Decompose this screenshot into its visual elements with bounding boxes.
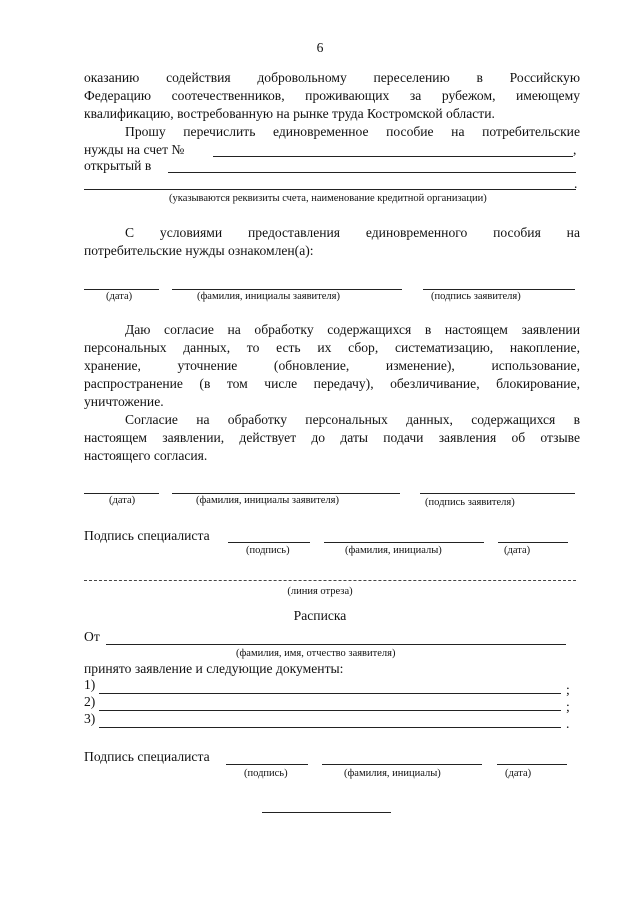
- specialist2-name-caption: (фамилия, инициалы): [344, 768, 441, 779]
- receipt-item-2-number: 2): [84, 694, 96, 709]
- receipt-item-3-end: .: [566, 716, 570, 731]
- specialist1-date-caption: (дата): [504, 545, 531, 556]
- conditions-line-1: С условиями предоставления единовременного пособия на: [125, 225, 580, 240]
- receipt-item-3-field: [99, 727, 561, 728]
- specialist1-name-field: [324, 542, 484, 543]
- intro-line-2: Федерацию соотечественников, проживающих за рубежом, имеющему: [84, 88, 580, 103]
- receipt-item-2-field: [99, 710, 561, 711]
- receipt-item-2-end: ;: [566, 699, 570, 714]
- consent-p1-line-1: Даю согласие на обработку содержащихся в настоящем заявлении: [125, 322, 580, 337]
- intro-line-1: оказанию содействия добровольному переселению в Российскую: [84, 70, 580, 85]
- bank-details-end: .: [574, 176, 578, 191]
- specialist2-date-caption: (дата): [505, 768, 532, 779]
- receipt-accepted-text: принято заявление и следующие документы:: [84, 661, 344, 676]
- sig1-sign-caption: (подпись заявителя): [431, 291, 521, 302]
- sig1-date-field: [84, 289, 159, 290]
- specialist1-sign-field: [228, 542, 310, 543]
- intro-line-3: квалификацию, востребованную на рынке труда Костромской области.: [84, 106, 495, 121]
- payment-line-1: Прошу перечислить единовременное пособие на потребительские: [125, 124, 580, 139]
- receipt-item-3-number: 3): [84, 711, 96, 726]
- bank-details-caption: (указываются реквизиты счета, наименование кредитной организации): [169, 193, 487, 204]
- consent-p1-line-5: уничтожение.: [84, 394, 164, 409]
- page-number: 6: [316, 40, 324, 55]
- sig1-name-caption: (фамилия, инициалы заявителя): [197, 291, 340, 302]
- consent-p2-line-3: настоящего согласия.: [84, 448, 208, 463]
- account-end-comma: ,: [573, 142, 577, 157]
- conditions-line-2: потребительские нужды ознакомлен(а):: [84, 243, 314, 258]
- specialist1-sign-caption: (подпись): [246, 545, 290, 556]
- receipt-item-1-number: 1): [84, 677, 96, 692]
- bank-field: [168, 172, 576, 173]
- sig2-name-field: [172, 493, 400, 494]
- consent-p2-line-2: настоящем заявлении, действует до даты подачи заявления об отзыве: [84, 430, 580, 445]
- consent-p2-line-1: Согласие на обработку персональных данных, содержащихся в: [125, 412, 580, 427]
- sig2-sign-caption: (подпись заявителя): [425, 497, 515, 508]
- receipt-title: Расписка: [293, 608, 347, 623]
- opened-in-label: открытый в: [84, 158, 152, 173]
- sig1-date-caption: (дата): [106, 291, 133, 302]
- specialist2-sign-caption: (подпись): [244, 768, 288, 779]
- account-label: нужды на счет №: [84, 142, 185, 157]
- specialist2-name-field: [322, 764, 482, 765]
- specialist1-name-caption: (фамилия, инициалы): [345, 545, 442, 556]
- specialist1-label: Подпись специалиста: [84, 528, 210, 543]
- sig2-sign-field: [420, 493, 575, 494]
- receipt-item-1-end: ;: [566, 682, 570, 697]
- consent-p1-line-3: хранение, уточнение (обновление, изменение), использование,: [84, 358, 580, 373]
- specialist2-date-field: [497, 764, 567, 765]
- specialist1-date-field: [498, 542, 568, 543]
- sig1-sign-field: [423, 289, 575, 290]
- receipt-from-label: От: [84, 629, 100, 644]
- sig1-name-field: [172, 289, 402, 290]
- account-number-field: [213, 156, 573, 157]
- consent-p1-line-4: распространение (в том числе передачу), обезличивание, блокирование,: [84, 376, 580, 391]
- receipt-item-1-field: [99, 693, 561, 694]
- sig2-date-caption: (дата): [109, 495, 136, 506]
- receipt-from-field: [106, 644, 566, 645]
- consent-p1-line-2: персональных данных, то есть их сбор, систематизацию, накопление,: [84, 340, 580, 355]
- specialist2-label: Подпись специалиста: [84, 749, 210, 764]
- closing-divider: [262, 812, 391, 813]
- bank-details-field: [84, 189, 576, 190]
- receipt-from-caption: (фамилия, имя, отчество заявителя): [236, 648, 396, 659]
- specialist2-sign-field: [226, 764, 308, 765]
- sig2-date-field: [84, 493, 159, 494]
- sig2-name-caption: (фамилия, инициалы заявителя): [196, 495, 339, 506]
- cut-line-caption: (линия отреза): [287, 586, 353, 597]
- cut-line: [84, 580, 576, 581]
